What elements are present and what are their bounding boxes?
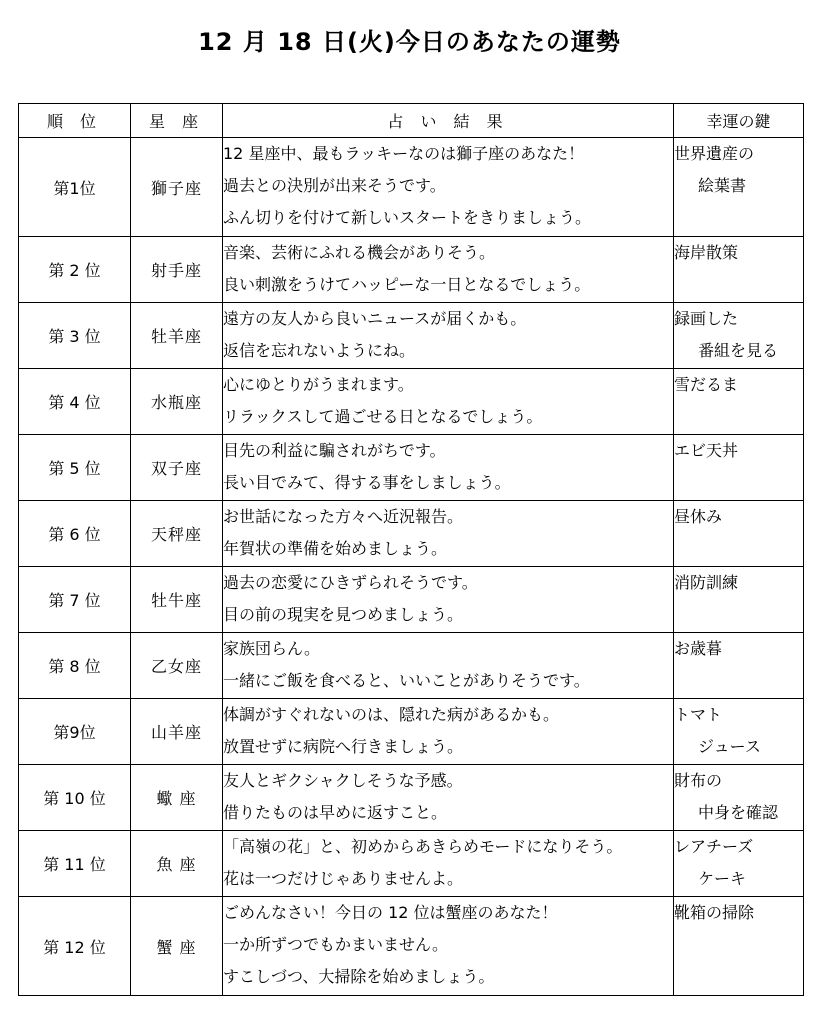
lucky-key-line: 靴箱の掃除 bbox=[674, 903, 755, 922]
rank-cell: 第 2 位 bbox=[19, 237, 131, 303]
fortune-result-line: 家族団らん。 bbox=[223, 639, 320, 658]
lucky-key-line: トマト bbox=[674, 705, 723, 724]
lucky-key-cell bbox=[674, 567, 804, 633]
zodiac-sign-cell: 魚 座 bbox=[131, 831, 223, 897]
lucky-key-cell bbox=[674, 303, 804, 369]
fortune-result-line: 友人とギクシャクしそうな予感。 bbox=[223, 771, 463, 790]
lucky-key-line: 録画した bbox=[674, 309, 739, 328]
lucky-key-line: エビ天丼 bbox=[674, 441, 739, 460]
fortune-result-cell bbox=[223, 831, 674, 897]
rank-cell: 第 8 位 bbox=[19, 633, 131, 699]
column-header-lucky-key: 幸運の鍵 bbox=[674, 104, 804, 138]
fortune-result-line: 良い刺激をうけてハッピーな一日となるでしょう。 bbox=[223, 275, 591, 294]
rank-cell: 第 3 位 bbox=[19, 303, 131, 369]
rank-cell: 第9位 bbox=[19, 699, 131, 765]
zodiac-sign-cell: 牡牛座 bbox=[131, 567, 223, 633]
lucky-key-line: 絵葉書 bbox=[698, 176, 747, 195]
rank-cell: 第1位 bbox=[19, 138, 131, 237]
lucky-key-line: 消防訓練 bbox=[674, 573, 739, 592]
fortune-result-line: 返信を忘れないようにね。 bbox=[223, 341, 416, 360]
fortune-result-line: 放置せずに病院へ行きましょう。 bbox=[223, 737, 464, 756]
fortune-result-line: 目先の利益に騙されがちです。 bbox=[223, 441, 446, 460]
fortune-table-body bbox=[19, 138, 804, 996]
lucky-key-line: 世界遺産の bbox=[674, 144, 755, 163]
fortune-result-line: 長い目でみて、得する事をしましょう。 bbox=[223, 473, 511, 492]
table-row bbox=[19, 897, 804, 996]
column-header-sign: 星 座 bbox=[131, 104, 223, 138]
lucky-key-line: ジュース bbox=[698, 737, 761, 756]
lucky-key-cell bbox=[674, 765, 804, 831]
fortune-result-line: 12 星座中、最もラッキーなのは獅子座のあなた！ bbox=[223, 144, 585, 163]
fortune-table bbox=[18, 103, 804, 996]
column-header-result: 占 い 結 果 bbox=[223, 104, 674, 138]
rank-cell: 第 4 位 bbox=[19, 369, 131, 435]
rank-cell: 第 12 位 bbox=[19, 897, 131, 996]
lucky-key-line: 財布の bbox=[674, 771, 723, 790]
fortune-result-cell bbox=[223, 501, 674, 567]
table-row bbox=[19, 765, 804, 831]
zodiac-sign-cell: 水瓶座 bbox=[131, 369, 223, 435]
fortune-result-cell bbox=[223, 435, 674, 501]
fortune-result-line: 音楽、芸術にふれる機会がありそう。 bbox=[223, 243, 496, 262]
lucky-key-line: 昼休み bbox=[674, 507, 723, 526]
zodiac-sign-cell: 双子座 bbox=[131, 435, 223, 501]
fortune-result-line: 借りたものは早めに返すこと。 bbox=[223, 803, 448, 822]
fortune-result-cell bbox=[223, 567, 674, 633]
zodiac-sign-cell: 獅子座 bbox=[131, 138, 223, 237]
lucky-key-cell bbox=[674, 633, 804, 699]
table-row bbox=[19, 303, 804, 369]
lucky-key-cell bbox=[674, 699, 804, 765]
fortune-result-line: 目の前の現実を見つめましょう。 bbox=[223, 605, 464, 624]
table-row bbox=[19, 831, 804, 897]
rank-cell: 第 11 位 bbox=[19, 831, 131, 897]
fortune-result-line: ごめんなさい！今日の 12 位は蟹座のあなた！ bbox=[223, 903, 558, 922]
table-row bbox=[19, 369, 804, 435]
fortune-result-cell bbox=[223, 369, 674, 435]
lucky-key-line: 中身を確認 bbox=[698, 803, 779, 822]
lucky-key-cell bbox=[674, 897, 804, 996]
fortune-result-cell bbox=[223, 633, 674, 699]
fortune-result-cell bbox=[223, 699, 674, 765]
table-row bbox=[19, 435, 804, 501]
fortune-result-line: 過去との決別が出来そうです。 bbox=[223, 176, 446, 195]
fortune-result-line: 一か所ずつでもかまいません。 bbox=[223, 935, 448, 954]
fortune-result-cell bbox=[223, 237, 674, 303]
zodiac-sign-cell: 天秤座 bbox=[131, 501, 223, 567]
fortune-result-line: お世話になった方々へ近況報告。 bbox=[223, 507, 464, 526]
table-header-row bbox=[19, 104, 804, 138]
lucky-key-cell bbox=[674, 435, 804, 501]
fortune-result-cell bbox=[223, 138, 674, 237]
table-row bbox=[19, 138, 804, 237]
table-row bbox=[19, 633, 804, 699]
fortune-result-line: 過去の恋愛にひきずられそうです。 bbox=[223, 573, 478, 592]
zodiac-sign-cell: 蟹 座 bbox=[131, 897, 223, 996]
zodiac-sign-cell: 山羊座 bbox=[131, 699, 223, 765]
fortune-result-cell bbox=[223, 765, 674, 831]
fortune-result-line: 一緒にご飯を食べると、いいことがありそうです。 bbox=[223, 671, 590, 690]
fortune-result-line: 年賀状の準備を始めましょう。 bbox=[223, 539, 448, 558]
table-row bbox=[19, 237, 804, 303]
zodiac-sign-cell: 射手座 bbox=[131, 237, 223, 303]
column-header-rank: 順 位 bbox=[19, 104, 131, 138]
lucky-key-line: 雪だるま bbox=[674, 375, 739, 394]
rank-cell: 第 6 位 bbox=[19, 501, 131, 567]
lucky-key-cell bbox=[674, 831, 804, 897]
fortune-result-line: 心にゆとりがうまれます。 bbox=[223, 375, 414, 394]
lucky-key-line: ケーキ bbox=[698, 869, 747, 888]
fortune-result-line: すこしづつ、大掃除を始めましょう。 bbox=[223, 967, 495, 986]
lucky-key-cell bbox=[674, 138, 804, 237]
rank-cell: 第 10 位 bbox=[19, 765, 131, 831]
table-row bbox=[19, 699, 804, 765]
zodiac-sign-cell: 乙女座 bbox=[131, 633, 223, 699]
fortune-result-line: 体調がすぐれないのは、隠れた病があるかも。 bbox=[223, 705, 560, 724]
page-title: 12 月 18 日(火)今日のあなたの運勢 bbox=[198, 28, 621, 56]
fortune-result-line: 「高嶺の花」と、初めからあきらめモードになりそう。 bbox=[223, 837, 623, 856]
fortune-result-cell bbox=[223, 897, 674, 996]
lucky-key-line: レアチーズ bbox=[674, 837, 754, 856]
zodiac-sign-cell: 蠍 座 bbox=[131, 765, 223, 831]
fortune-result-line: 花は一つだけじゃありませんよ。 bbox=[223, 869, 464, 888]
fortune-result-cell bbox=[223, 303, 674, 369]
rank-cell: 第 7 位 bbox=[19, 567, 131, 633]
table-row bbox=[19, 567, 804, 633]
lucky-key-cell bbox=[674, 237, 804, 303]
fortune-result-line: ふん切りを付けて新しいスタートをきりましょう。 bbox=[223, 208, 592, 227]
table-row bbox=[19, 501, 804, 567]
lucky-key-cell bbox=[674, 501, 804, 567]
rank-cell: 第 5 位 bbox=[19, 435, 131, 501]
lucky-key-line: 番組を見る bbox=[698, 341, 779, 360]
zodiac-sign-cell: 牡羊座 bbox=[131, 303, 223, 369]
fortune-result-line: 遠方の友人から良いニュースが届くかも。 bbox=[223, 309, 527, 328]
lucky-key-cell bbox=[674, 369, 804, 435]
lucky-key-line: 海岸散策 bbox=[674, 243, 739, 262]
lucky-key-line: お歳暮 bbox=[674, 639, 723, 658]
fortune-result-line: リラックスして過ごせる日となるでしょう。 bbox=[223, 407, 543, 426]
